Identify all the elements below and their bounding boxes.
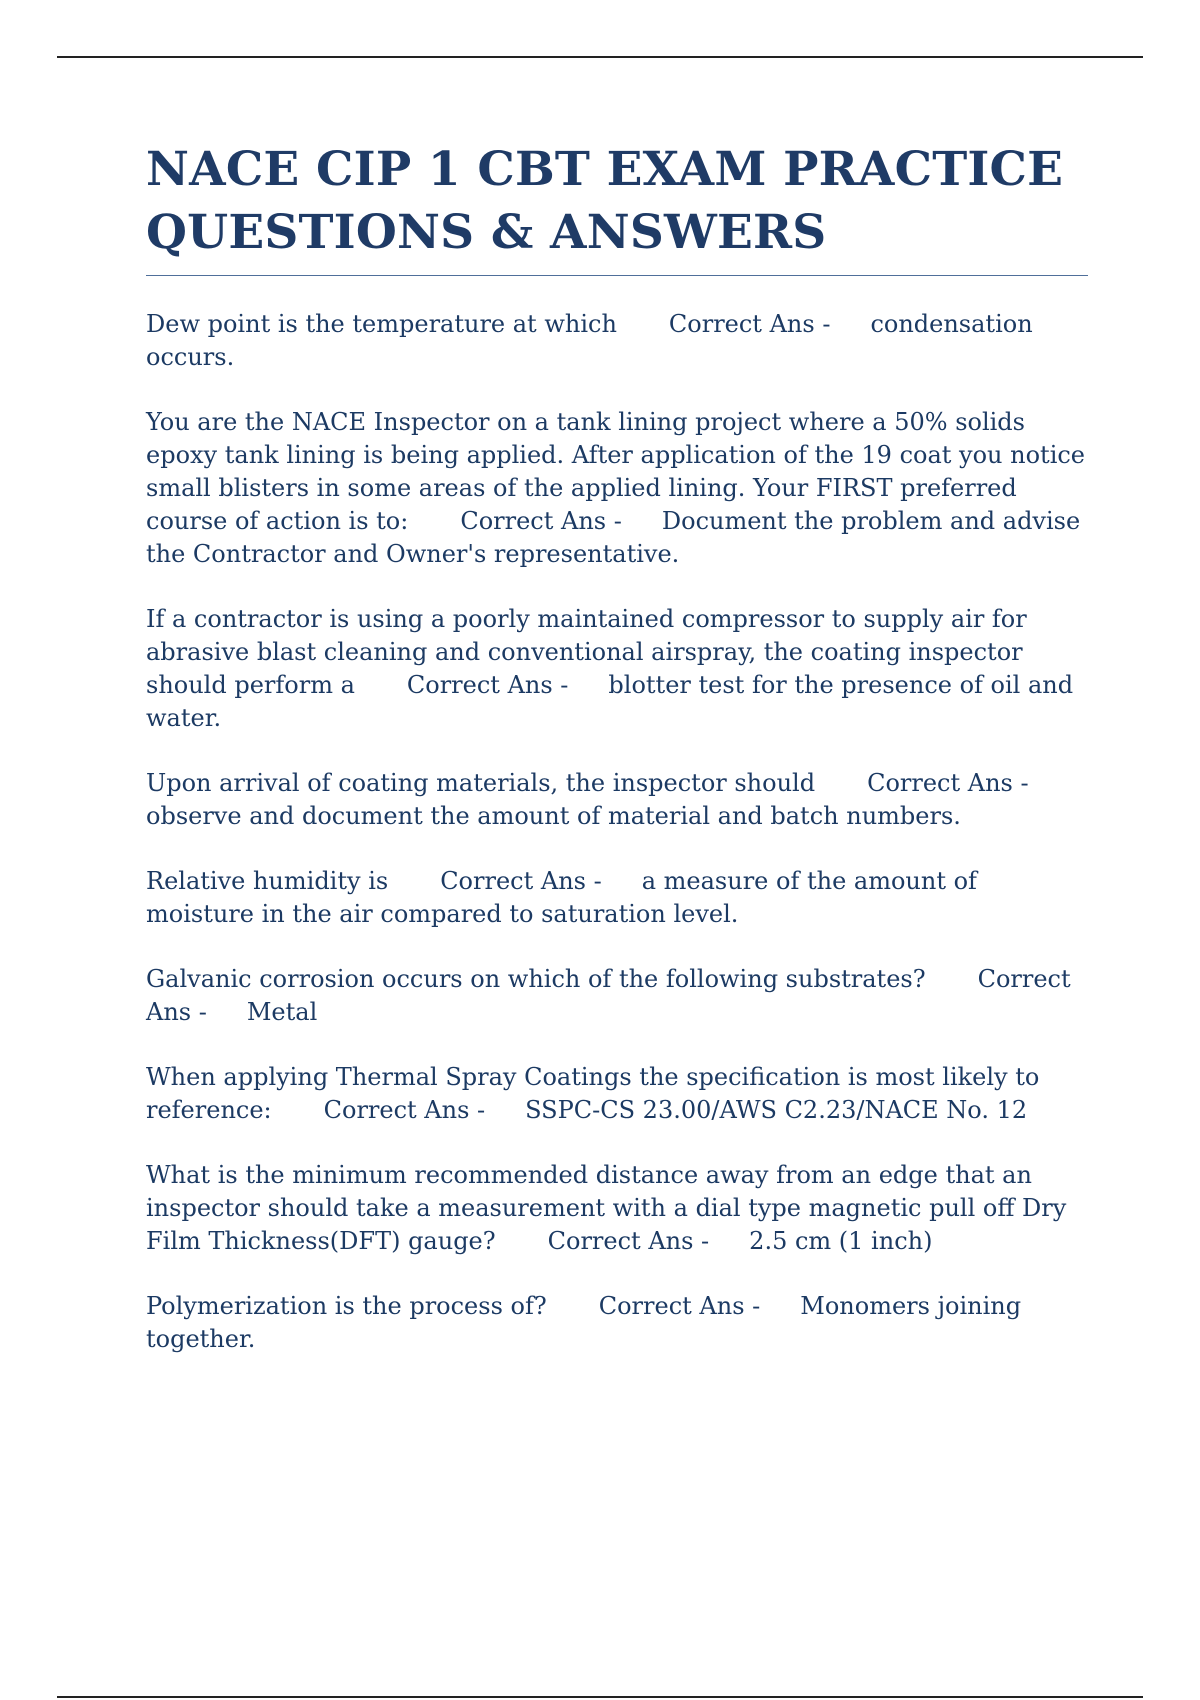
qa-item xyxy=(146,1159,1088,1258)
answer-text: blotter test for the presence of oil and water. xyxy=(146,671,1074,732)
answer-text: a measure of the amount of moisture in the air compared to saturation level. xyxy=(146,867,977,928)
title-divider xyxy=(146,275,1088,276)
answer-text: observe and document the amount of material and batch numbers. xyxy=(146,802,961,830)
qa-item xyxy=(146,308,1088,374)
question-text: Upon arrival of coating materials, the inspector should xyxy=(146,769,816,797)
answer-text: Monomers joining together. xyxy=(146,1292,1022,1353)
answer-label: Correct Ans - xyxy=(547,1227,710,1255)
qa-item xyxy=(146,963,1088,1029)
answer-text: SSPC-CS 23.00/AWS C2.23/NACE No. 12 xyxy=(525,1096,1028,1124)
qa-item xyxy=(146,1061,1088,1127)
question-text: If a contractor is using a poorly maintained compressor to supply air for abrasive blast cleaning and conventional airspray, the coating inspector should perform a xyxy=(146,605,1027,699)
question-text: Relative humidity is xyxy=(146,867,389,895)
answer-label: Correct Ans - xyxy=(598,1292,761,1320)
question-text: You are the NACE Inspector on a tank lining project where a 50% solids epoxy tank lining is being applied. After application of the 19 coat you notice small blisters in some areas of the applied lining. Your FIRST preferred course of action is to: xyxy=(146,408,1086,535)
qa-item xyxy=(146,1290,1088,1356)
answer-label: Correct Ans - xyxy=(146,965,1071,1026)
answer-text: Metal xyxy=(246,998,318,1026)
qa-item xyxy=(146,603,1088,735)
document-title xyxy=(146,138,1088,264)
answer-label: Correct Ans - xyxy=(867,769,1029,797)
answer-text: Document the problem and advise the Contractor and Owner's representative. xyxy=(146,507,1081,568)
page-top-rule xyxy=(57,56,1143,58)
answer-label: Correct Ans - xyxy=(460,507,622,535)
document-content xyxy=(146,138,1088,1388)
answer-text: condensation occurs. xyxy=(146,310,1033,371)
question-text: What is the minimum recommended distance away from an edge that an inspector should take a measurement with a dial type magnetic pull off Dry Film Thickness(DFT) gauge? xyxy=(146,1161,1067,1255)
answer-label: Correct Ans - xyxy=(440,867,602,895)
question-text: When applying Thermal Spray Coatings the specification is most likely to reference: xyxy=(146,1063,1040,1124)
answer-label: Correct Ans - xyxy=(323,1096,486,1124)
qa-item xyxy=(146,406,1088,571)
question-text: Polymerization is the process of? xyxy=(146,1292,547,1320)
qa-item xyxy=(146,865,1088,931)
answer-label: Correct Ans - xyxy=(668,310,831,338)
answer-label: Correct Ans - xyxy=(406,671,569,699)
qa-item xyxy=(146,767,1088,833)
qa-list xyxy=(146,308,1088,1356)
question-text: Dew point is the temperature at which xyxy=(146,310,617,338)
title-line-1: NACE CIP 1 CBT EXAM PRACTICE xyxy=(146,142,1064,197)
answer-text: 2.5 cm (1 inch) xyxy=(749,1227,933,1255)
question-text: Galvanic corrosion occurs on which of the following substrates? xyxy=(146,965,926,993)
title-line-2: QUESTIONS & ANSWERS xyxy=(146,205,827,260)
page-bottom-rule xyxy=(57,1696,1143,1698)
